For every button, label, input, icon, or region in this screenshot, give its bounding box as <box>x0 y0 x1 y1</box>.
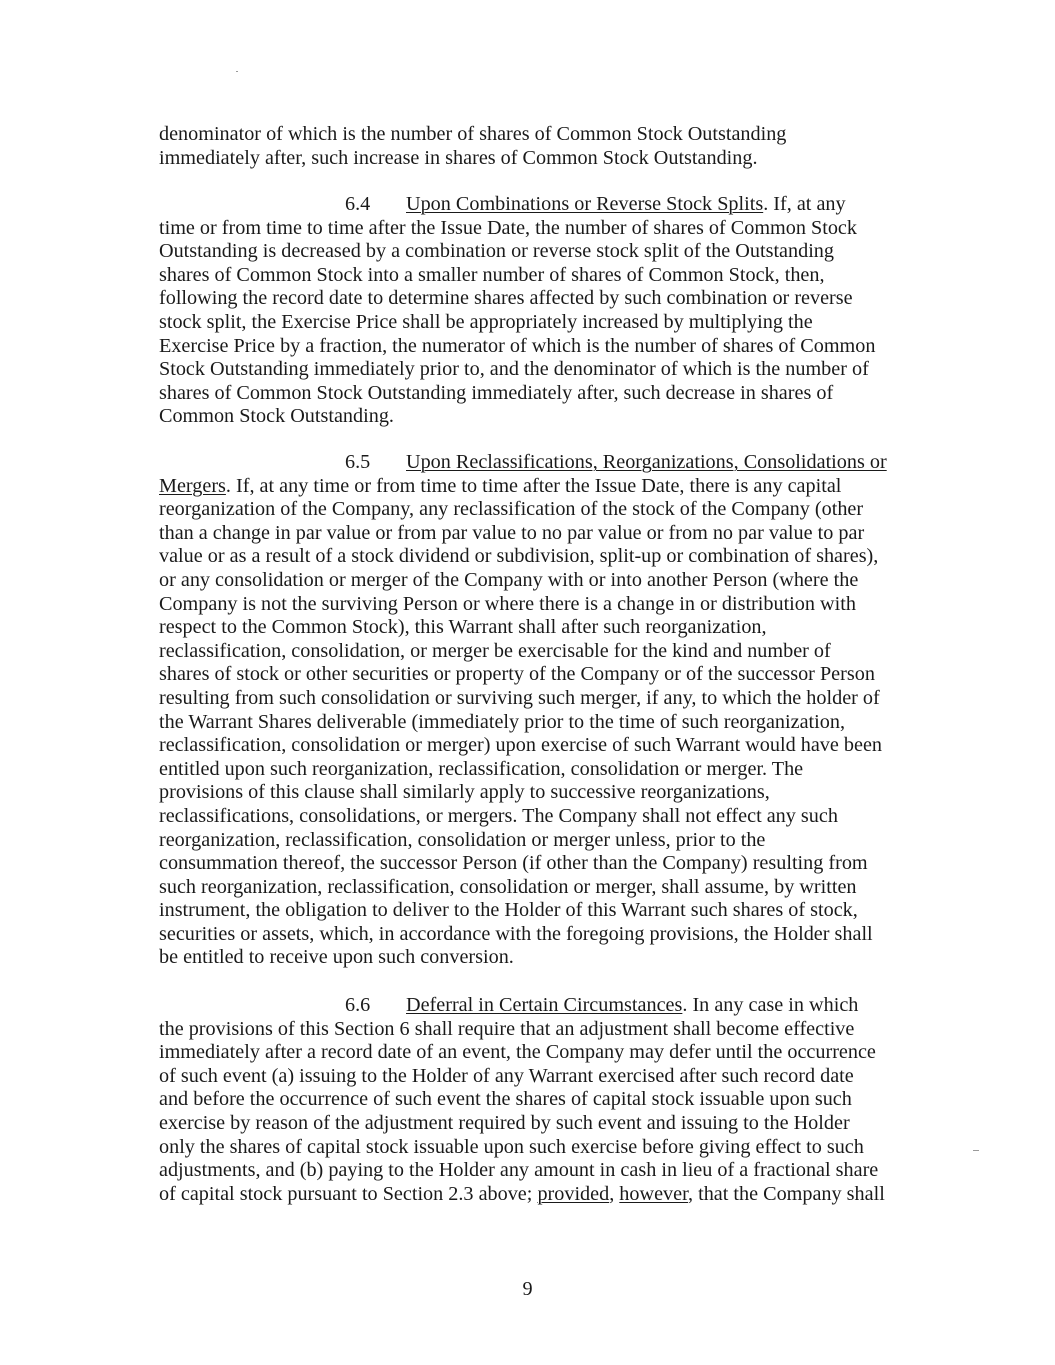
emphasis-however: however <box>619 1182 688 1205</box>
section-first-line <box>159 451 919 475</box>
page-number: 9 <box>522 1278 533 1300</box>
text-line: shares of Common Stock Outstanding immediately after, such decrease in shares of <box>159 381 834 404</box>
text-run: of capital stock pursuant to Section 2.3 above; <box>159 1182 538 1205</box>
section-second-line <box>159 475 919 499</box>
text-run: , <box>609 1182 620 1205</box>
text-line: immediately after a record date of an event, the Company may defer until the occurrence <box>159 1041 876 1064</box>
text-line: reorganization of the Company, any reclassification of the stock of the Company (other <box>159 498 864 521</box>
text-line: immediately after, such increase in shares of Common Stock Outstanding. <box>159 146 758 169</box>
text-line: reorganization, reclassification, consolidation or merger unless, prior to the <box>159 828 766 851</box>
text-line: stock split, the Exercise Price shall be appropriately increased by multiplying the <box>159 310 813 333</box>
text-line: instrument, the obligation to deliver to the Holder of this Warrant such shares of stock, <box>159 899 858 922</box>
section-6-6 <box>159 994 919 1206</box>
text-line: Stock Outstanding immediately prior to, and the denominator of which is the number of <box>159 358 869 381</box>
section-last-line <box>159 1183 919 1207</box>
text-line: denominator of which is the number of shares of Common Stock Outstanding <box>159 123 787 145</box>
text-line: Company is not the surviving Person or where there is a change in or distribution with <box>159 592 856 615</box>
text-line: or any consolidation or merger of the Company with or into another Person (where the <box>159 568 859 591</box>
scan-speck <box>236 71 238 72</box>
section-heading: Upon Reclassifications, Reorganizations, Consolidations or <box>406 451 887 473</box>
text-line: of such event (a) issuing to the Holder of any Warrant exercised after such record date <box>159 1064 854 1087</box>
text-line: value or as a result of a stock dividend or subdivision, split-up or combination of shares), <box>159 545 879 568</box>
section-6-4 <box>159 193 919 429</box>
emphasis-provided: provided <box>537 1182 610 1205</box>
text-line: reclassification, consolidation, or merger be exercisable for the kind and number of <box>159 639 831 662</box>
text-line: provisions of this clause shall similarly apply to successive reorganizations, <box>159 781 770 804</box>
text-line: Outstanding is decreased by a combination or reverse stock split of the Outstanding <box>159 240 834 263</box>
text-line: the Warrant Shares deliverable (immediately prior to the time of such reorganization, <box>159 710 846 733</box>
text-line: than a change in par value or from par value to no par value or from no par value to par <box>159 521 865 544</box>
text-line: Exercise Price by a fraction, the numerator of which is the number of shares of Common <box>159 334 876 357</box>
text-line: such reorganization, reclassification, consolidation or merger, shall assume, by written <box>159 875 857 898</box>
text-line: only the shares of capital stock issuable upon such exercise before giving effect to such <box>159 1135 864 1158</box>
section-heading: Upon Combinations or Reverse Stock Splits <box>406 193 764 215</box>
text-line: the provisions of this Section 6 shall require that an adjustment shall become effective <box>159 1017 855 1040</box>
text-line: consummation thereof, the successor Person (if other than the Company) resulting from <box>159 852 868 875</box>
section-number: 6.4 <box>345 193 371 215</box>
text-line: entitled upon such reorganization, reclassification, consolidation or merger. The <box>159 757 804 780</box>
text-line: time or from time to time after the Issue Date, the number of shares of Common Stock <box>159 216 857 239</box>
text-line: resulting from such consolidation or surviving such merger, if any, to which the holder of <box>159 686 880 709</box>
text-line: be entitled to receive upon such conversion. <box>159 946 514 969</box>
text-run: , that the Company shall <box>688 1182 885 1205</box>
section-first-line-text: . If, at any <box>763 193 846 215</box>
section-heading: Deferral in Certain Circumstances <box>406 994 683 1016</box>
section-first-line-text: . In any case in which <box>682 994 859 1016</box>
text-line: following the record date to determine shares affected by such combination or reverse <box>159 287 853 310</box>
text-line: adjustments, and (b) paying to the Holder any amount in cash in lieu of a fractional share <box>159 1159 879 1182</box>
paragraph-continuation <box>159 123 919 170</box>
section-number: 6.5 <box>345 451 371 473</box>
scan-speck <box>973 1150 979 1151</box>
text-line: shares of stock or other securities or property of the Company or of the successor Person <box>159 663 875 686</box>
text-line: and before the occurrence of such event the shares of capital stock issuable upon such <box>159 1088 852 1111</box>
section-6-5 <box>159 451 919 970</box>
text-line: shares of Common Stock into a smaller number of shares of Common Stock, then, <box>159 263 825 286</box>
section-heading-continued: Mergers <box>159 474 226 497</box>
section-first-line <box>159 193 919 217</box>
section-first-line <box>159 994 919 1018</box>
text-line: securities or assets, which, in accordance with the foregoing provisions, the Holder shall <box>159 922 873 945</box>
text-line: exercise by reason of the adjustment required by such event and issuing to the Holder <box>159 1111 850 1134</box>
text-line: reclassifications, consolidations, or mergers. The Company shall not effect any such <box>159 804 838 827</box>
section-number: 6.6 <box>345 994 371 1016</box>
text-line: reclassification, consolidation or merger) upon exercise of such Warrant would have been <box>159 734 883 757</box>
text-line: Common Stock Outstanding. <box>159 405 394 428</box>
section-second-line-text: . If, at any time or from time to time after the Issue Date, there is any capital <box>225 474 842 497</box>
text-line: respect to the Common Stock), this Warrant shall after such reorganization, <box>159 616 767 639</box>
